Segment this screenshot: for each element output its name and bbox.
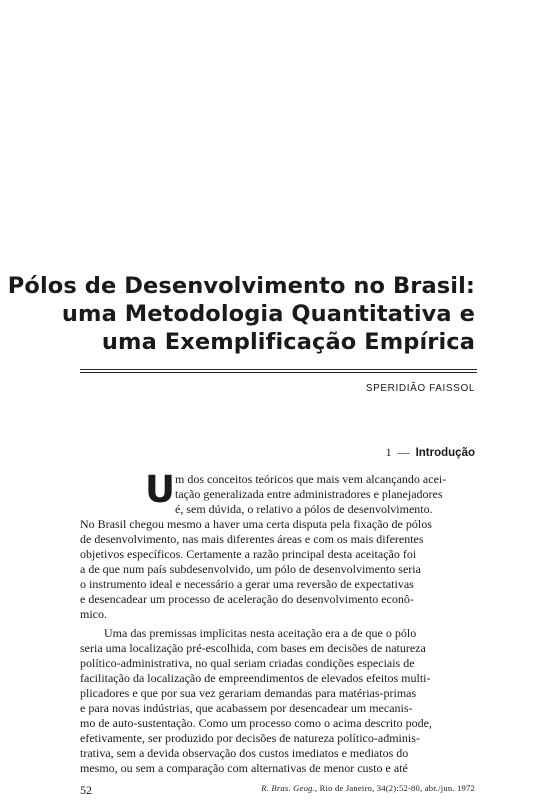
citation-details: Rio de Janeiro, 34(2):52-80, abr./jun. 1972 xyxy=(317,783,475,793)
title-line-2: uma Metodologia Quantitativa e xyxy=(61,301,475,327)
text-line: o instrumento ideal e necessário a gerar uma reversão de expectativas xyxy=(80,577,414,591)
text-line: plicadores e que por sua vez gerariam demandas para matérias-primas xyxy=(80,686,417,700)
text-line: trativa, sem a devida observação dos custos imediatos e mediatos do xyxy=(80,746,409,760)
title-rule-top xyxy=(80,369,477,370)
text-line: Uma das premissas implícitas nesta aceitação era a de que o pólo xyxy=(104,626,417,640)
title-line-3: uma Exemplificação Empírica xyxy=(101,329,475,355)
text-line: mesmo, ou sem a comparação com alternativas de menor custo e até xyxy=(80,761,408,775)
journal-name: R. Bras. Geog., xyxy=(261,783,318,793)
section-title: Introdução xyxy=(415,447,475,459)
title-line-1: Pólos de Desenvolvimento no Brasil: xyxy=(7,273,475,299)
text-line: seria uma localização pré-escolhida, com bases em decisões de natureza xyxy=(80,641,426,655)
section-number: 1 xyxy=(385,445,392,459)
title-rule-bottom xyxy=(80,372,477,373)
text-line: objetivos específicos. Certamente a razão principal desta aceitação foi xyxy=(80,547,417,561)
text-line: No Brasil chegou mesmo a haver uma certa disputa pela fixação de pólos xyxy=(80,517,432,531)
text-line: efetivamente, ser produzido por decisões de natureza político-adminis- xyxy=(80,731,420,745)
text-line: mo de auto-sustentação. Como um processo como o acima descrito pode, xyxy=(80,716,432,730)
text-line: mico. xyxy=(80,607,107,621)
page-number: 52 xyxy=(80,783,92,797)
article-title xyxy=(8,272,475,356)
text-line: m dos conceitos teóricos que mais vem alcançando acei- xyxy=(175,472,447,486)
text-line: político-administrativa, no qual seriam criadas condições especiais de xyxy=(80,656,415,670)
text-line: a de que num país subdesenvolvido, um pólo de desenvolvimento seria xyxy=(80,562,421,576)
text-line: tação generalizada entre administradores e planejadores xyxy=(175,487,443,501)
section-dash: — xyxy=(397,445,410,459)
text-line: é, sem dúvida, o relativo a pólos de desenvolvimento. xyxy=(175,502,433,516)
text-line: de desenvolvimento, nas mais diferentes áreas e com os mais diferentes xyxy=(80,532,424,546)
author-name: SPERIDIÃO FAISSOL xyxy=(365,383,475,394)
journal-citation xyxy=(261,783,475,793)
section-heading xyxy=(386,445,475,460)
text-line: e desencadear um processo de aceleração do desenvolvimento econô- xyxy=(80,592,414,606)
text-line: facilitação da localização de empreendimentos de elevados efeitos multi- xyxy=(80,671,431,685)
text-line: e para novas indústrias, que acabassem por desencadear um mecanis- xyxy=(80,701,413,715)
drop-cap: U xyxy=(145,468,176,511)
